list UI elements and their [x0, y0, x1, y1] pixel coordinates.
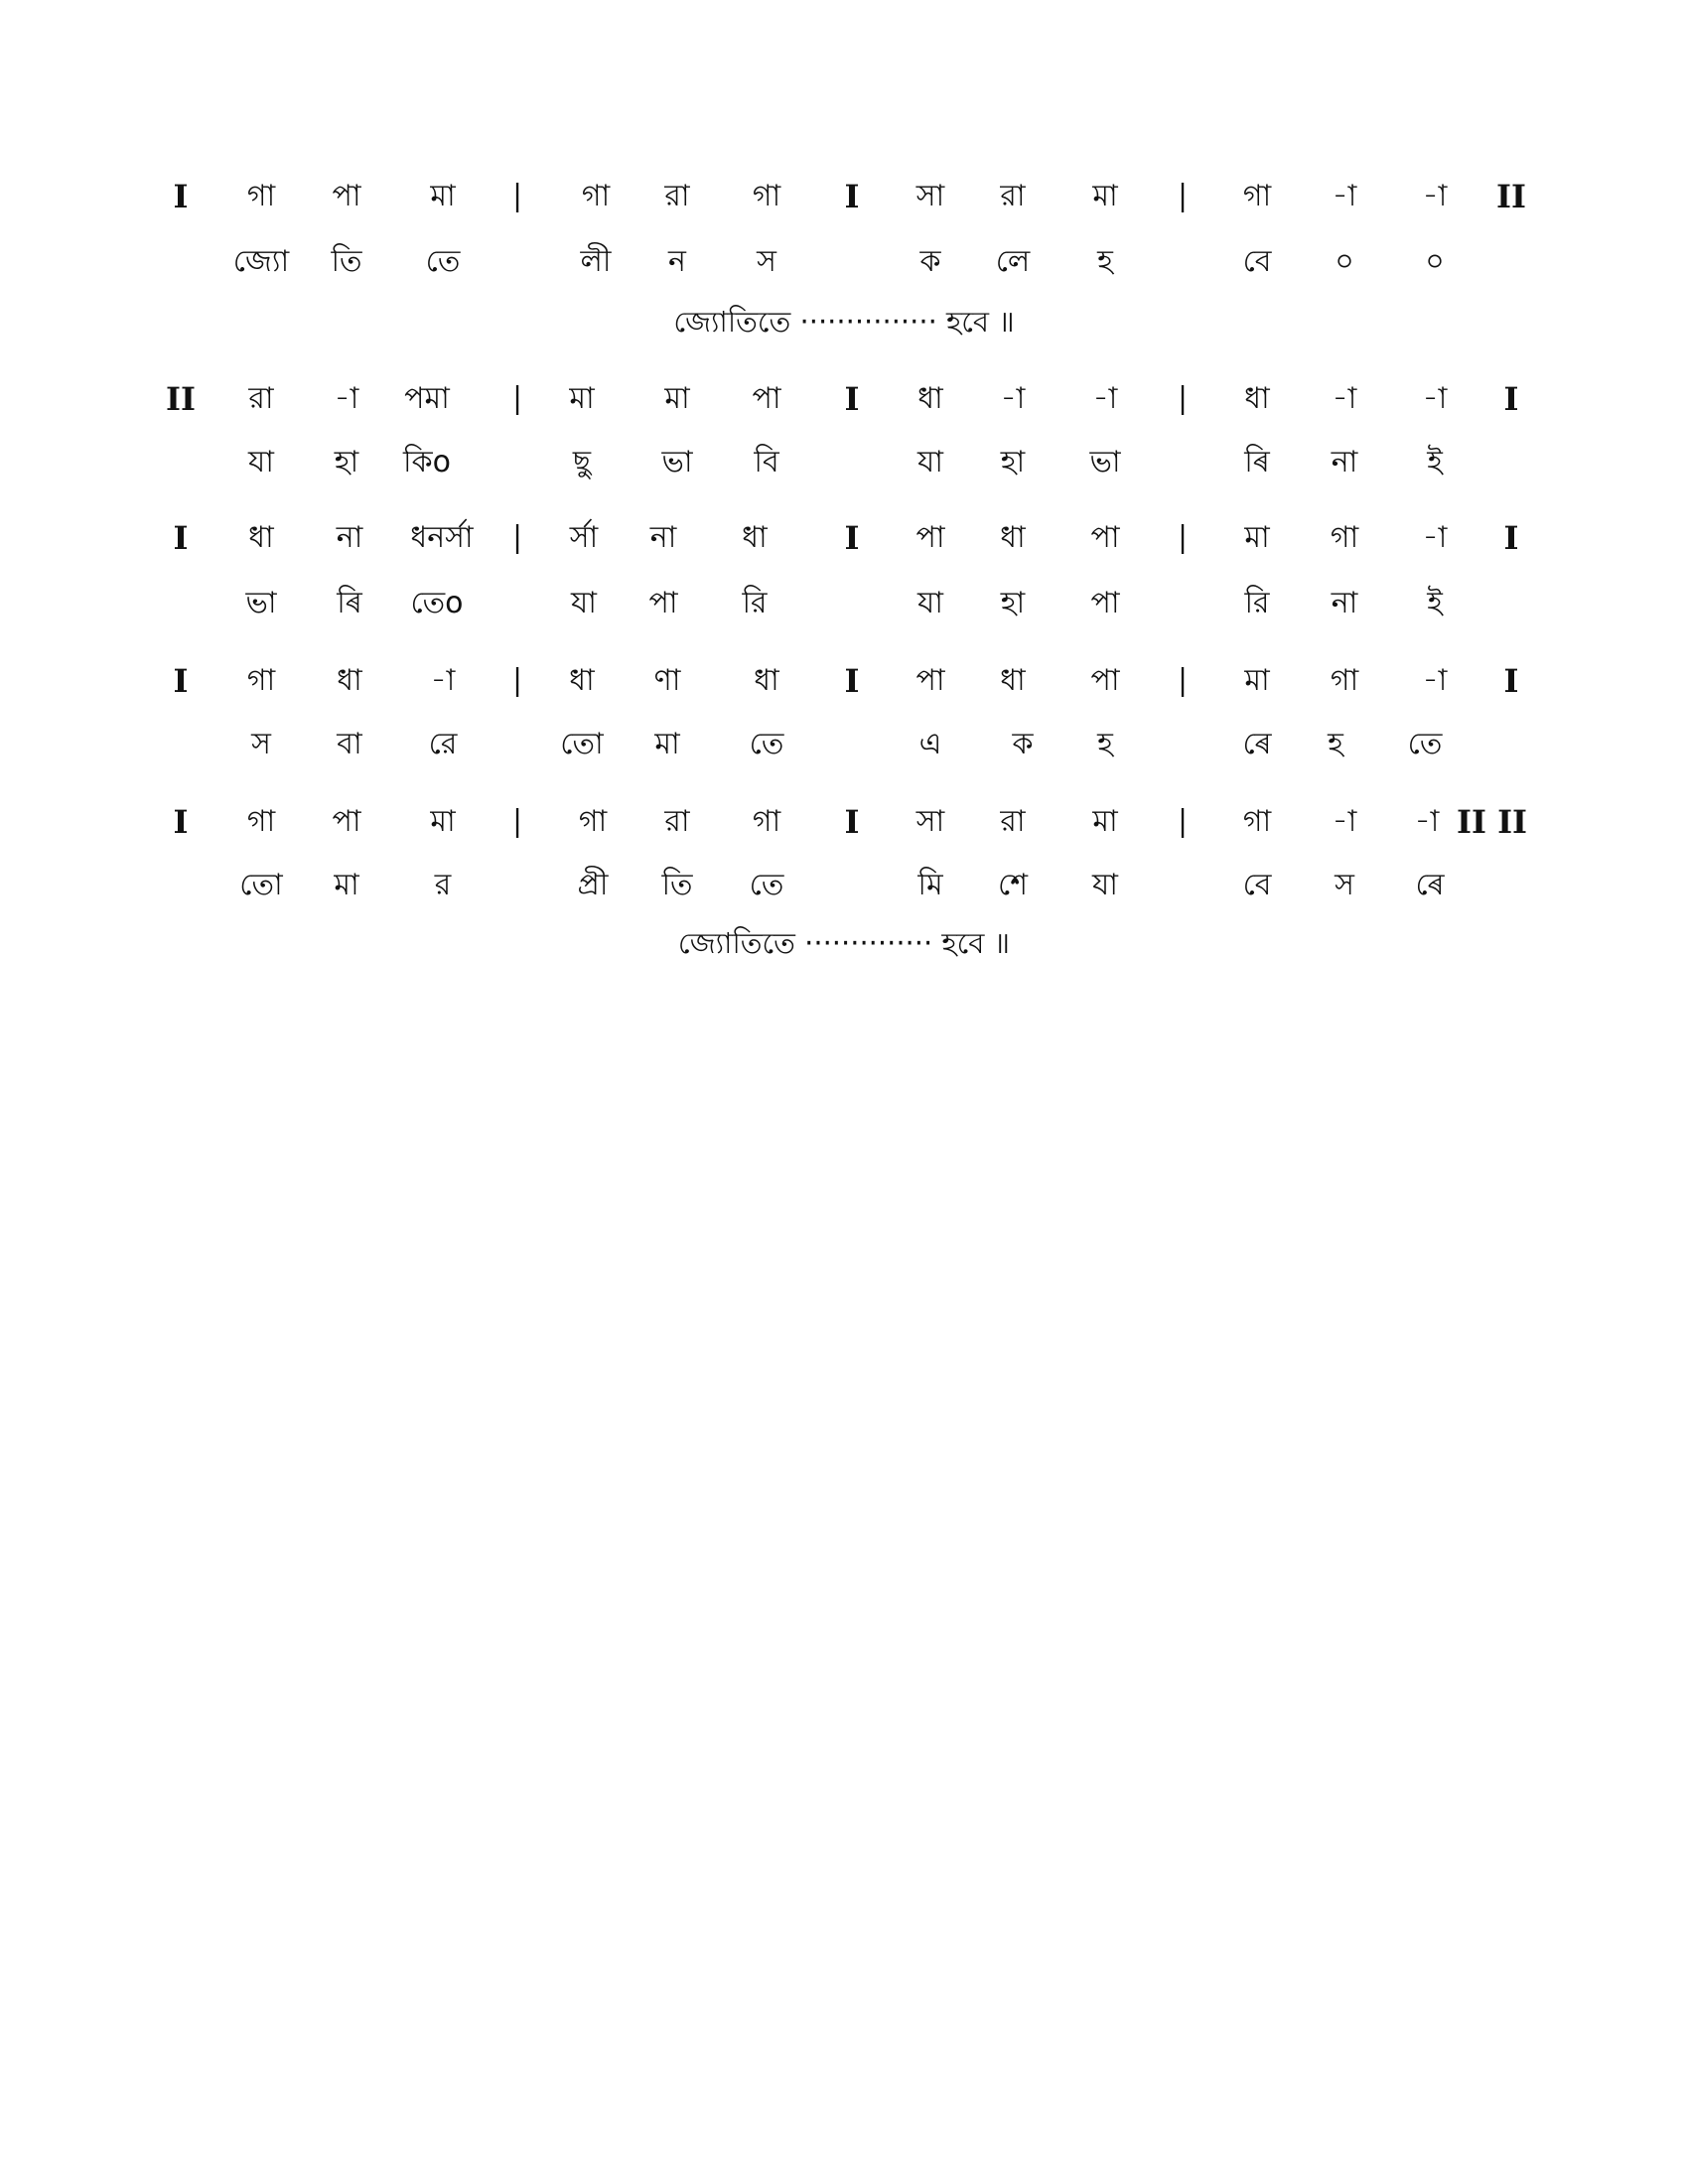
note: গা [752, 179, 781, 213]
lyric-syllable: তো [239, 868, 283, 902]
bar-line: | [511, 179, 523, 213]
note: -া [1092, 381, 1118, 416]
note: মা [664, 381, 690, 416]
note: ধা [1244, 381, 1270, 416]
note: পা [915, 663, 945, 698]
lyric-syllable: যা [917, 445, 943, 479]
swara-row [0, 659, 1688, 703]
lyric-syllable: তে [1407, 727, 1443, 761]
bar-line: | [1177, 804, 1189, 839]
note: পা [915, 520, 945, 555]
lyric-row [0, 864, 1688, 907]
bar-line: | [1177, 663, 1189, 698]
lyric-syllable: বে [1242, 868, 1272, 902]
bar-line-heavy: I [844, 380, 860, 418]
lyric-syllable: ৰি [1244, 445, 1270, 479]
lyric-syllable: ৰি [337, 586, 362, 620]
lyric-syllable: ভা [1089, 445, 1121, 479]
swara-row [0, 516, 1688, 560]
note: গা [1330, 663, 1359, 698]
note: গা [581, 179, 611, 213]
lyric-syllable: রি [1244, 586, 1270, 620]
note: মা [1092, 804, 1118, 839]
lyric-row [0, 723, 1688, 766]
bar-line-open: I [173, 519, 189, 557]
note: সা [915, 804, 945, 839]
swara-row [0, 175, 1688, 218]
note: -া [1422, 663, 1448, 698]
note: গা [1242, 804, 1272, 839]
bar-line-open: II [166, 380, 196, 418]
lyric-syllable: যা [1092, 868, 1118, 902]
note: রা [248, 381, 274, 416]
note: ধা [1000, 520, 1026, 555]
lyric-syllable: এ [918, 727, 942, 761]
note: না [336, 520, 363, 555]
bar-line: | [1177, 179, 1189, 213]
note: -া [1332, 804, 1357, 839]
bar-line-close: I [1503, 662, 1519, 700]
lyric-row [0, 441, 1688, 484]
note: গা [246, 663, 276, 698]
lyric-syllable: মি [917, 868, 943, 902]
lyric-syllable: ছু [572, 445, 592, 479]
swara-row [0, 377, 1688, 421]
note: গা [578, 804, 608, 839]
lyric-syllable: জ্যো [232, 244, 290, 279]
lyric-syllable: ন [668, 244, 686, 279]
lyric-syllable: তি [331, 244, 362, 279]
bar-line-final: II II [1457, 803, 1528, 841]
lyric-syllable: যা [917, 586, 943, 620]
note: পা [1090, 520, 1120, 555]
lyric-syllable: হ [1328, 727, 1343, 761]
note: গা [752, 804, 781, 839]
note: মা [1244, 520, 1270, 555]
lyric-syllable: শে [998, 868, 1028, 902]
lyric-syllable: লে [995, 244, 1031, 279]
note: ধা [1000, 663, 1026, 698]
note: মা [1244, 663, 1270, 698]
lyric-syllable: হ [1097, 244, 1113, 279]
note: -া [1414, 804, 1440, 839]
note: -া [1422, 179, 1448, 213]
note: মা [430, 804, 456, 839]
note: পা [332, 804, 361, 839]
note: -া [1000, 381, 1026, 416]
bar-line-close: I [1503, 380, 1519, 418]
lyric-syllable: স [1335, 868, 1354, 902]
lyric-syllable: ই [1427, 586, 1443, 620]
lyric-syllable: ৰে [1242, 727, 1272, 761]
lyric-syllable: বে [1242, 244, 1272, 279]
note: গা [1242, 179, 1272, 213]
note: ধা [248, 520, 274, 555]
bar-line: | [511, 663, 523, 698]
note: গা [1330, 520, 1359, 555]
lyric-syllable: তে [425, 244, 461, 279]
lyric-syllable: না [1331, 586, 1358, 620]
note: ধা [754, 663, 779, 698]
lyric-syllable: হা [334, 445, 359, 479]
bar-line-heavy: I [844, 178, 860, 215]
lyric-syllable: র [434, 868, 452, 902]
bar-line: | [511, 520, 523, 555]
lyric-syllable: হা [1000, 586, 1026, 620]
lyric-syllable: রে [428, 727, 458, 761]
lyric-syllable: ৰে [1415, 868, 1445, 902]
note: -া [334, 381, 359, 416]
note: রা [1000, 804, 1026, 839]
note: -া [1332, 179, 1357, 213]
bar-line: | [1177, 381, 1189, 416]
note: গা [246, 179, 276, 213]
bar-line-heavy: I [844, 519, 860, 557]
lyric-syllable: তে [749, 868, 784, 902]
lyric-syllable: কিo [403, 445, 451, 479]
lyric-syllable: স [757, 244, 776, 279]
lyric-syllable: বা [337, 727, 362, 761]
bar-line-heavy: I [844, 803, 860, 841]
bar-line-heavy: I [844, 662, 860, 700]
lyric-syllable: যা [571, 586, 597, 620]
bar-line: | [511, 804, 523, 839]
note: না [649, 520, 677, 555]
lyric-syllable: প্রী [577, 868, 609, 902]
lyric-syllable: না [1331, 445, 1358, 479]
lyric-syllable: তেo [410, 586, 464, 620]
note: মা [1092, 179, 1118, 213]
bar-line-open: I [173, 662, 189, 700]
swara-row [0, 800, 1688, 844]
lyric-syllable: স [251, 727, 271, 761]
note: ধা [569, 663, 595, 698]
lyric-syllable: লী [580, 244, 612, 279]
note: রা [664, 804, 690, 839]
bar-line-close: I [1503, 519, 1519, 557]
note: ধনর্সা [410, 520, 474, 555]
note: ণা [653, 663, 681, 698]
note: সা [915, 179, 945, 213]
lyric-syllable: ক [1012, 727, 1034, 761]
note: রা [664, 179, 690, 213]
lyric-syllable: হ [1097, 727, 1113, 761]
note: পমা [404, 381, 450, 416]
bar-line: | [1177, 520, 1189, 555]
refrain-line: জ্যোতিতে ··············· হবে ॥ [673, 305, 1015, 339]
bar-line: | [511, 381, 523, 416]
lyric-syllable: মা [334, 868, 359, 902]
lyric-syllable: হা [1000, 445, 1026, 479]
note: ধা [917, 381, 943, 416]
note: পা [752, 381, 781, 416]
lyric-row [0, 582, 1688, 625]
note: মা [430, 179, 456, 213]
refrain-line: জ্যোতিতে ·············· হবে ॥ [677, 926, 1011, 960]
lyric-syllable: ক [919, 244, 941, 279]
lyric-syllable: তি [661, 868, 693, 902]
note: -া [430, 663, 456, 698]
bar-line-open: I [173, 803, 189, 841]
lyric-syllable: রি [742, 586, 768, 620]
bar-line-close: II [1496, 178, 1526, 215]
lyric-syllable: ০ [1425, 244, 1445, 279]
note: মা [569, 381, 595, 416]
lyric-syllable: পা [1090, 586, 1120, 620]
lyric-syllable: তো [560, 727, 604, 761]
lyric-syllable: ০ [1335, 244, 1354, 279]
lyric-row [0, 240, 1688, 284]
note: পা [332, 179, 361, 213]
note: র্সা [569, 520, 599, 555]
lyric-syllable: বি [754, 445, 779, 479]
note: -া [1422, 381, 1448, 416]
note: ধা [742, 520, 768, 555]
note: রা [1000, 179, 1026, 213]
note: পা [1090, 663, 1120, 698]
lyric-syllable: ভা [245, 586, 277, 620]
lyric-syllable: ই [1427, 445, 1443, 479]
lyric-syllable: তে [749, 727, 784, 761]
bar-line-open: I [173, 178, 189, 215]
note: -া [1332, 381, 1357, 416]
note: -া [1422, 520, 1448, 555]
note: ধা [337, 663, 362, 698]
lyric-syllable: ভা [661, 445, 693, 479]
lyric-syllable: পা [648, 586, 678, 620]
lyric-syllable: মা [654, 727, 680, 761]
note: গা [246, 804, 276, 839]
lyric-syllable: যা [248, 445, 274, 479]
